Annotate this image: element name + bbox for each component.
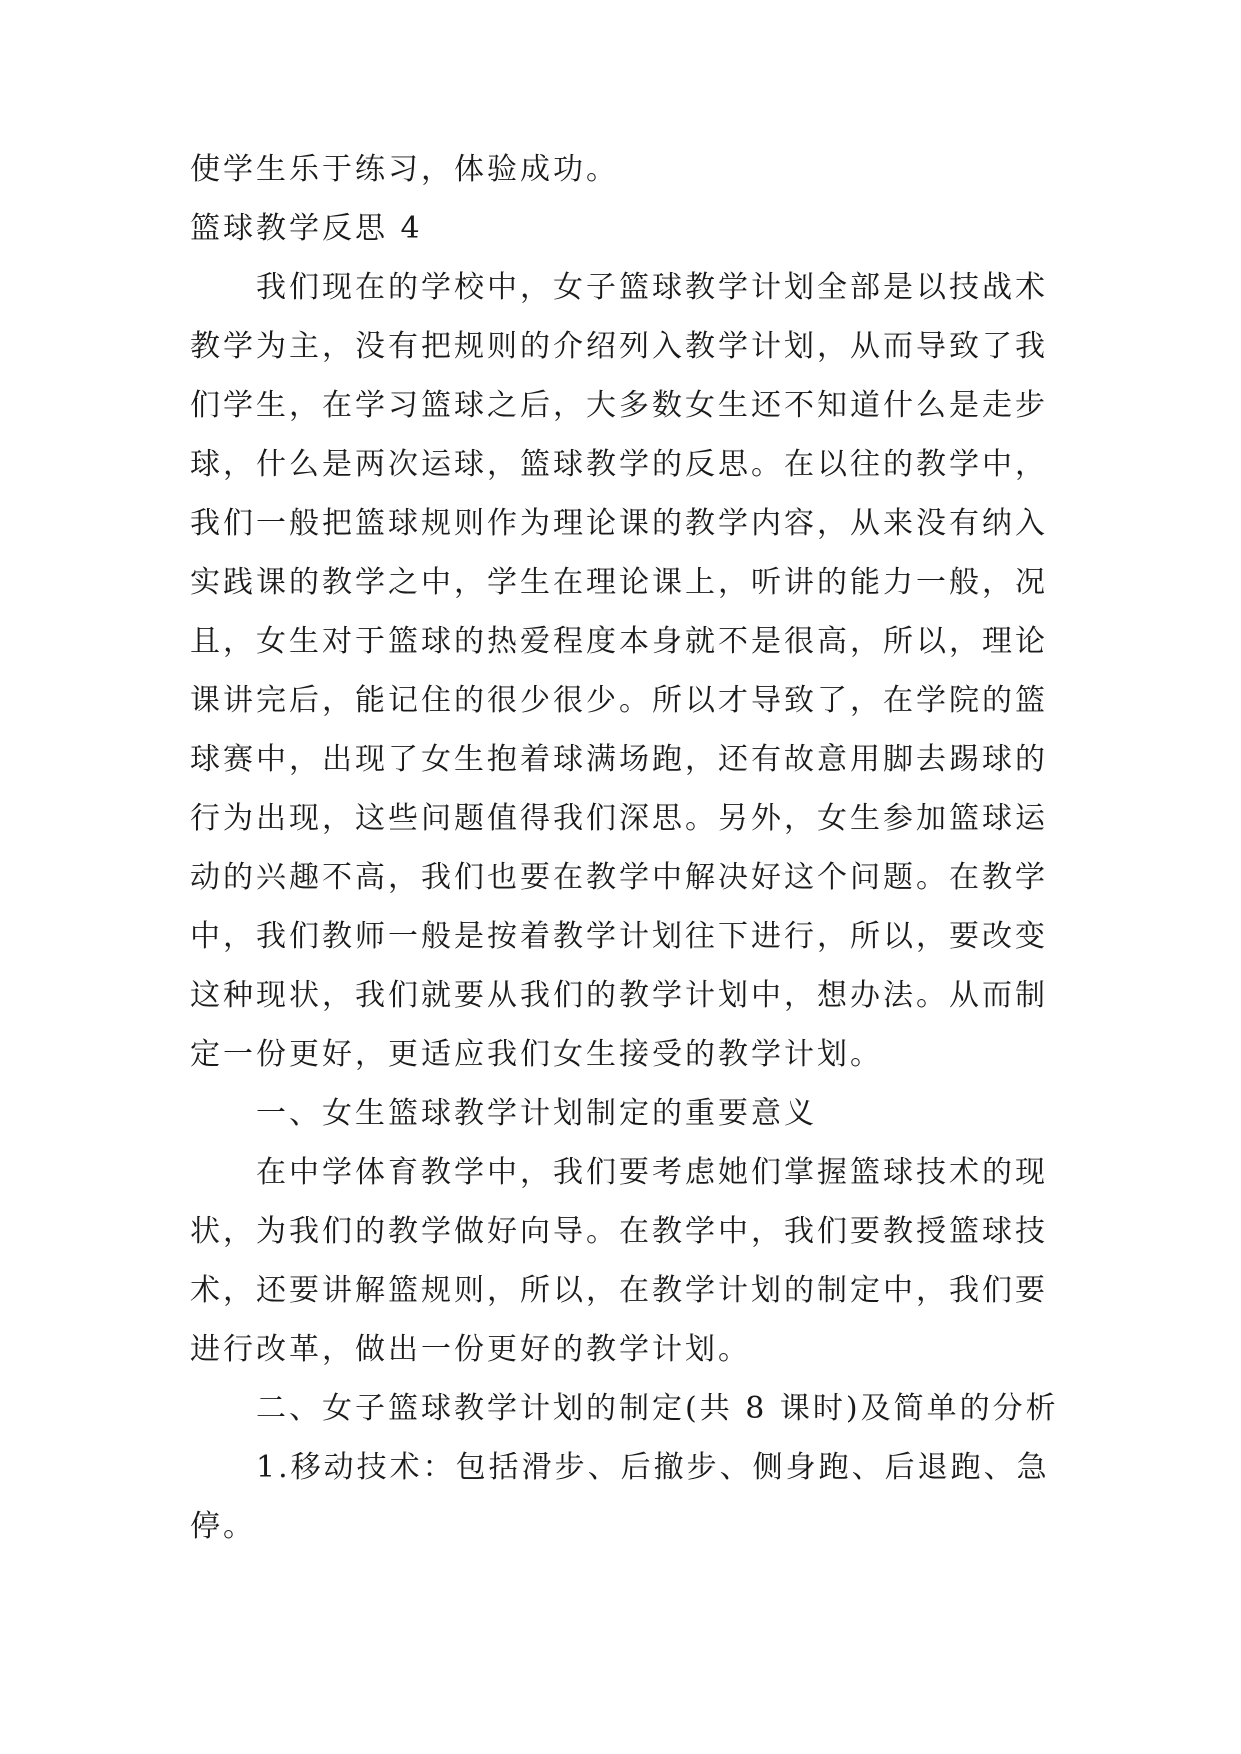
paragraph-line: 我们现在的学校中，女子篮球教学计划全部是以技战术 — [256, 270, 1048, 305]
subsection-heading: 二、女子篮球教学计划的制定(共 8 课时)及简单的分析 — [256, 1391, 1059, 1426]
paragraph-line: 们学生，在学习篮球之后，大多数女生还不知道什么是走步 — [190, 388, 1048, 423]
paragraph-line: 状，为我们的教学做好向导。在教学中，我们要教授篮球技 — [190, 1214, 1048, 1249]
paragraph-line: 中，我们教师一般是按着教学计划往下进行，所以，要改变 — [190, 919, 1048, 954]
paragraph-line: 球，什么是两次运球，篮球教学的反思。在以往的教学中， — [190, 447, 1048, 482]
paragraph-line: 这种现状，我们就要从我们的教学计划中，想办法。从而制 — [190, 978, 1048, 1013]
paragraph-line: 行为出现，这些问题值得我们深思。另外，女生参加篮球运 — [190, 801, 1048, 836]
list-item: 1.移动技术：包括滑步、后撤步、侧身跑、后退跑、急 — [256, 1450, 1050, 1485]
paragraph-line: 进行改革，做出一份更好的教学计划。 — [190, 1332, 751, 1367]
section-heading: 篮球教学反思 4 — [190, 211, 423, 246]
list-item-continuation: 停。 — [190, 1509, 256, 1544]
paragraph-line: 且，女生对于篮球的热爱程度本身就不是很高，所以，理论 — [190, 624, 1048, 659]
paragraph-line: 使学生乐于练习，体验成功。 — [190, 152, 619, 187]
paragraph-line: 课讲完后，能记住的很少很少。所以才导致了，在学院的篮 — [190, 683, 1048, 718]
paragraph-line: 定一份更好，更适应我们女生接受的教学计划。 — [190, 1037, 883, 1072]
paragraph-line: 动的兴趣不高，我们也要在教学中解决好这个问题。在教学 — [190, 860, 1048, 895]
paragraph-line: 教学为主，没有把规则的介绍列入教学计划，从而导致了我 — [190, 329, 1048, 364]
paragraph-line: 在中学体育教学中，我们要考虑她们掌握篮球技术的现 — [256, 1155, 1048, 1190]
paragraph-line: 实践课的教学之中，学生在理论课上，听讲的能力一般，况 — [190, 565, 1048, 600]
subsection-heading: 一、女生篮球教学计划制定的重要意义 — [256, 1096, 817, 1131]
paragraph-line: 球赛中，出现了女生抱着球满场跑，还有故意用脚去踢球的 — [190, 742, 1048, 777]
paragraph-line: 我们一般把篮球规则作为理论课的教学内容，从来没有纳入 — [190, 506, 1048, 541]
paragraph-line: 术，还要讲解篮规则，所以，在教学计划的制定中，我们要 — [190, 1273, 1048, 1308]
